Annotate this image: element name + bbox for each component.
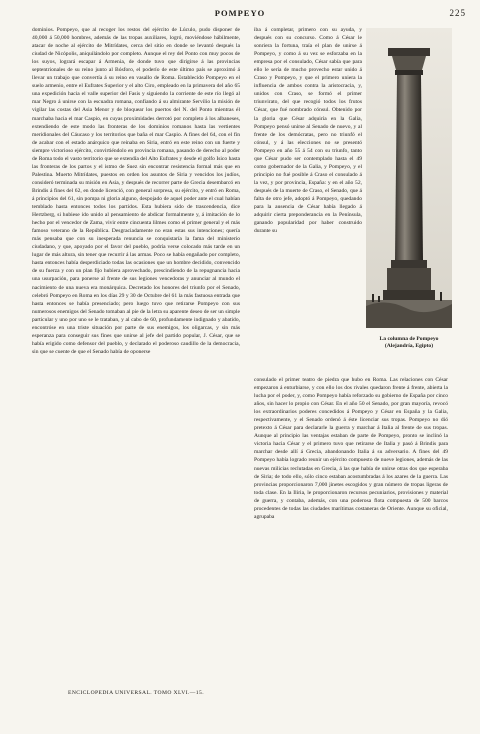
column-engraving: [366, 28, 452, 328]
page-number: 225: [449, 8, 466, 18]
right-bottom-text: consulado el primer teatro de piedra que hubo en Roma. Las relaciones con César empezaron á enturbiarse, y con ello los dos rivales quedaron frente á frente, abierta la lucha por el poder, y, como Pompeyo había reforzado su gobierno de España por cinco años, sin hacer lo propio con César. En el año 50 el Senado, por gran mayoría, revocó los extraordinarios poderes concedidos á Pompeyo y César en España y la Galia, respectivamente, y el Senado ordenó á éste licenciar sus tropas. Pompeyo no dió pretexto á César para declararle la guerra y marchar á Italia al frente de sus tropas. Aunque al principio las ventajas estaban de parte de Pompeyo, pronto se inclinó la victoria hacia César y el primero tuvo que retirarse de Italia y pasó á Brindis para marchar desde allí á Grecia, abandonando Italia á su adversario. A fines del 49 Pompeyo había logrado reunir un ejército compuesto de nueve legiones, además de las nuevas milicias reclutadas en Grecia, á las que había de unirse otras dos que esperaba de Siria; de todo ello, sólo cinco estaban acostumbradas á los azares de la guerra. Las provincias proporcionaron 7,000 jinetes escogidos y gran número de tropas ligeras de toda clase. En la Iliria, le proporcionaron recursos pecuniarios, provisiones y material de guerra, y contaba, además, con una poderosa flota compuesta de 500 barcos procedentes de todas las ciudades marítimas costaneras de Oriente. Aunque su oficial, agrupaba: [254, 377, 448, 520]
page-header: [14, 8, 466, 22]
right-column-bottom: [254, 376, 448, 688]
running-title: POMPEYO: [214, 8, 266, 18]
left-column-text: dominios. Pompeyo, que al recoger los restos del ejército de Lúculo, pudo disponer de 40,000 á 50,000 hombres, además de las tropas auxiliares, logró, moviéndose hábilmente, atacar de noche al ejército de Mitrídates, cerca del sitio en donde se levantó después la ciudad de Nicópolis, aniquilándolo por completo. Aunque el rey del Ponto con muy pocos de los suyos, logrará escapar á Armenia, de donde tuvo que dirigirse á las provincias septentrionales de su reino junto al Bósforo, el poderío de este último país se aproximó á llevar un trabajo que convertía á su reino en vasallo de Roma. Establecido Pompeyo en el suelo armenio, entre el Eufrates Superior y el alto Ciro, empleado en la primavera del año 65 una expedición hacia el valle superior del Fasis y siguiendo la corriente de este río llegó al mar Negro á unirse con la escuadra romana, confiando á su almirante Servilio la misión de vigilar las costas del Asia Menor y de bloquear los puertos del N. del Ponto mientras él marchaba hacia el mar Caspio, en cuyas proximidades derrotó por completo á los albaneses, extendiendo de este modo las fronteras de los dominios romanos hasta las vertientes meridionales del Cáucaso y los territorios que baña el mar Caspio. A fines del 64, con el fin de acabar con el estado anárquico que reinaba en Siria, entró en este reino con un fuerte y siempre victorioso ejército, convirtiéndolo en provincia romana, pasando de derecho al poder de Roma todo el vasto territorio que se extendía del Alto Eufrates y desde el golfo Isico hasta las fronteras de los partos y el istmo de Suez sin encontrar resistencia formal más que en Palestina. Muerto Mitrídates, puestos en orden los asuntos de Siria y vencidos los judíos, consideró terminada su misión en Asia, y después de recorrer parte de Grecia desembarcó en Brindis á fines del 62, en donde licenció, con general sorpresa, su ejército, y entró en Roma, á principios del 61, sin pompa ni gloria alguno, despojado de aquel poder ante el cual habían temblado hasta entonces todos los partidos. Esta hubiera sido de trascendencia, dice Hertzberg, si hubiese ido unido al pensamiento de abdicar formalmente y, á imitación de lo hecho por el vencedor de Zama, vivir entre cincuenta lilmes como el primer general y el más famoso veterano de la República. Desgraciadamente no eran estas sus intenciones; quería más pensaba que con su inesperada renuncia se conquistaría la fama del ministerio ciudadano, y que, apoyado por el favor del pueblo, podría verse colocado más tarde en un lugar de más altura, sin tener que recurrir á las armas. Poco se había engañado por completo, hasta entonces había desperdiciado todas las ocasiones que un hombre decidido, convencido de su fuerza y con un plan fijo hubiera aprovechado, prescindiendo de la repugnancia hacia una usurpación, para ponerse al frente de sus legiones vencedoras y anunciar al mundo el nacimiento de una nueva era monárquica. Decretado los honores del triunfo por el Senado, celebró Pompeyo en Roma en los días 29 y 30 de Octubre del 61 la más fastuosa entrada que hasta entonces se había presenciado; pero luego tuvo que retirarse Pompeyo con sus numerosos enemigos del Senado tomaban al pie de la letra su aparente deseo de ser un simple particular y uno por uno se le trataban, y al cabo de 60, profundamente indignado y abatido, encontróse en una triste situación por parte de sus enemigos, los oligarcas, y sin más esperanza para conseguir sus fines que unirse al jefe del partido popular, J. César, que se había erigido como defensor del pueblo, y declarado el poderoso caudillo de la democracia, sin que se cuente de que el Senado había de oponerse: [32, 27, 240, 355]
figure-caption: [362, 336, 456, 351]
figure-caption-location: (Alejandría, Egipto): [384, 343, 434, 350]
right-column-top: [254, 26, 362, 372]
left-column: [32, 26, 240, 688]
page-footer: ENCICLOPEDIA UNIVERSAL. TOMO XLVI.—15.: [68, 690, 204, 696]
right-top-text: iba á completar, primero con su ayuda, y después con su concurso. Como á César le sonriera la fortuna, traía el plan de unirse á Pompeyo, y como á su vez se esforzaba en la empresa por el consulado, César sabía que para ello le sería de mucho provecho estar unido á Craso y Pompeyo, y que el primero uniera la influencia de ambos contra la aristocracia, y, unidos con Craso, se formó el primer triunvirato, del que recogió todos los frutos César, que fué nombrado cónsul. Obtenido por la gloria que César adquiría en la Galia, Pompeyo pensó unirse al Senado de nuevo, y al frente de los demócratas, pero no triunfó el cónsul, y á las elecciones no se presentó Pompeyo en año 55 á 54 con su triunfo, tanto que César pudo ser contemplado hasta el 49 como gobernador de la Galia, y Pompeyo, y el principio no fué posible á Craso el consulado á la vez, y por provincia, España: y en el año 52, después de la muerte de Craso, el Senado, que á falta de otro jefe, adoptó á Pompeyo, quedando para la ausencia de César había llegado á adquirir cierta preponderancia en la Península, ganando popularidad por haber construido durante su: [254, 27, 362, 235]
pompey-column-illustration: [366, 28, 452, 328]
figure-caption-title: La columna de Pompeyo: [379, 336, 439, 342]
